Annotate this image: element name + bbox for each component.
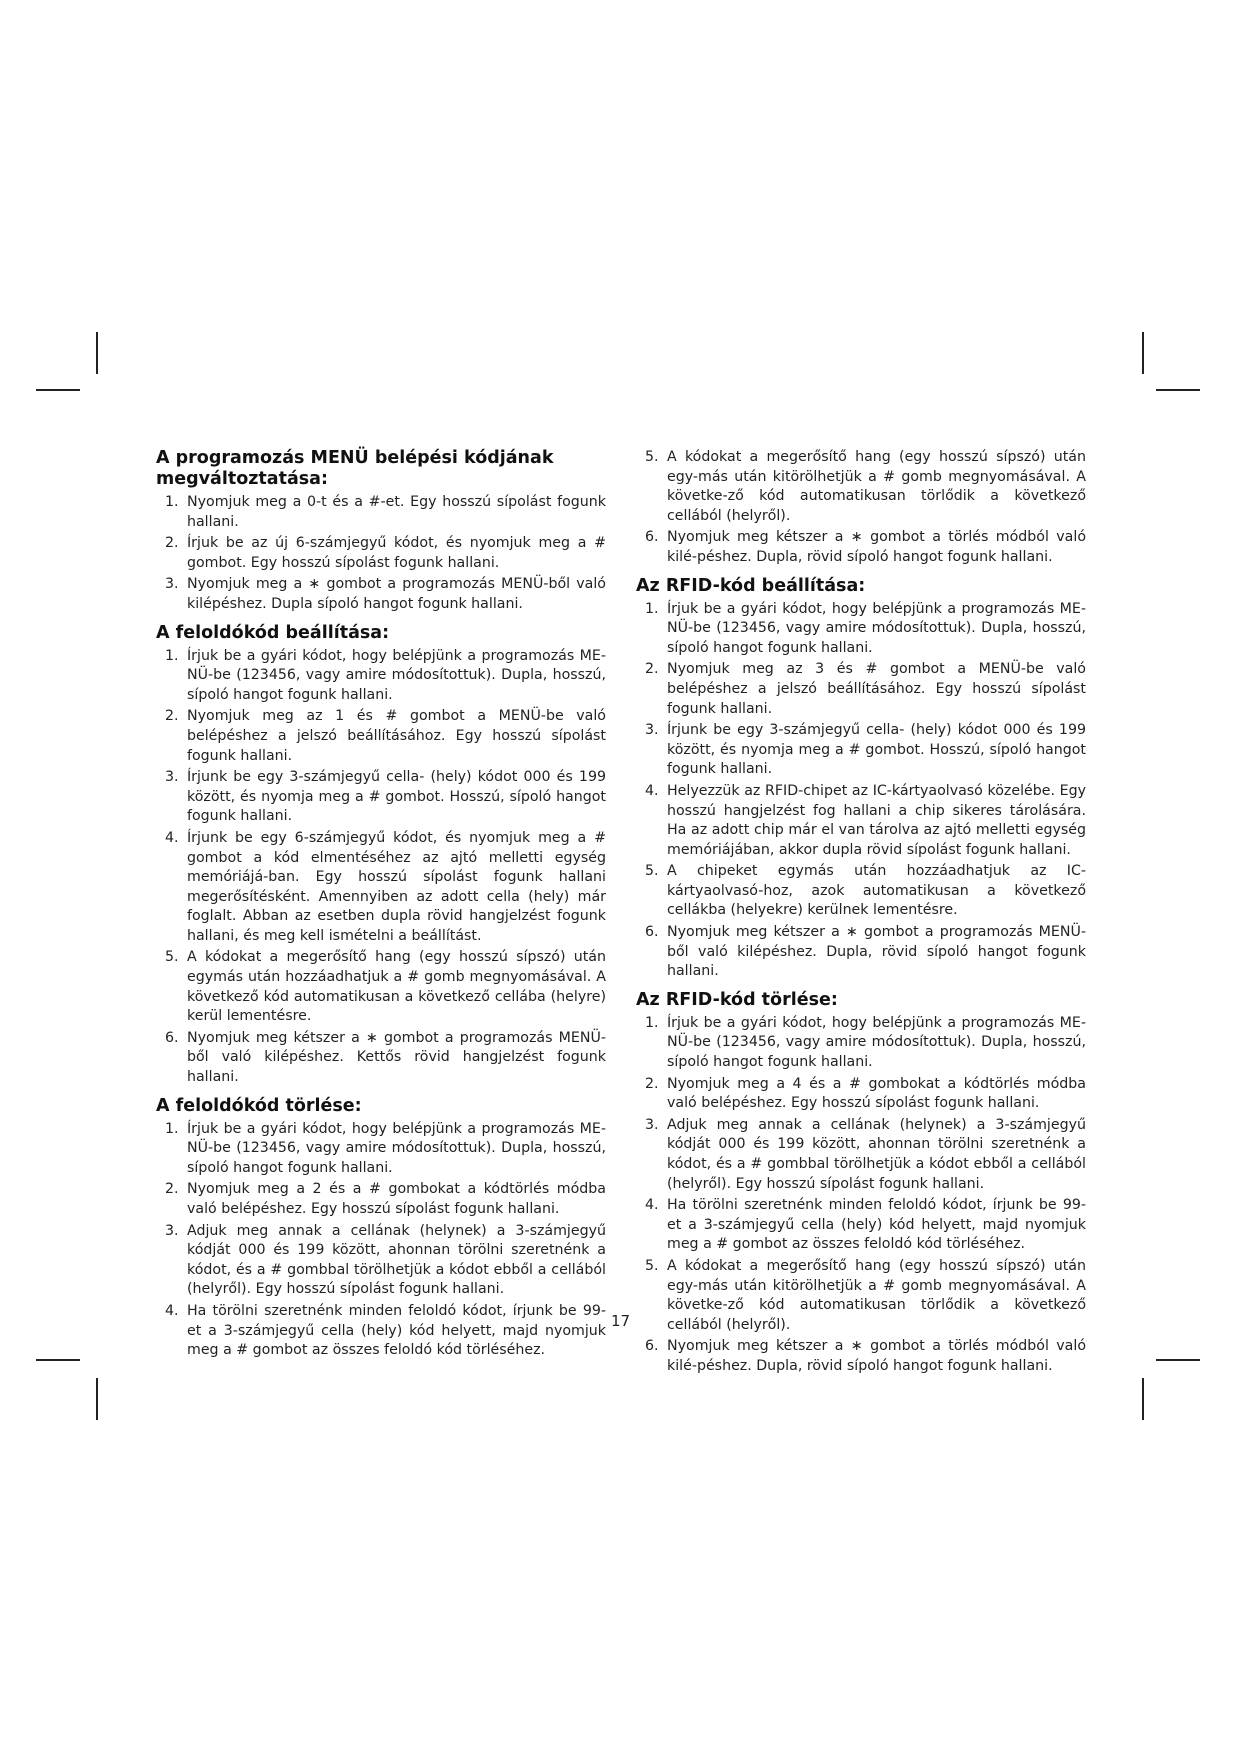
step-text: A kódokat a megerősítő hang (egy hosszú sípszó) után egymás után hozzáadhatjuk a # gomb megnyomásával. A következő kód automatikusan a következő cellába (helyre) kerül lementésre. <box>187 949 606 1025</box>
crop-mark-bottom-right-horizontal <box>1156 1359 1200 1361</box>
step-item <box>636 1075 1086 1114</box>
step-text: Nyomjuk meg a 0-t és a #-et. Egy hosszú sípolást fogunk hallani. <box>187 494 606 530</box>
step-number: 6. <box>645 924 659 941</box>
step-number: 1. <box>645 1014 659 1031</box>
crop-mark-top-right-horizontal <box>1156 389 1200 391</box>
step-text: Írjuk be a gyári kódot, hogy belépjünk a programozás ME-NÜ-be (123456, vagy amire módosítottuk). Dupla, hosszú, sípoló hangot fogunk hallani. <box>667 600 1086 656</box>
step-item <box>636 660 1086 719</box>
step-number: 5. <box>645 863 659 880</box>
step-number: 3. <box>165 576 179 593</box>
step-item <box>636 862 1086 921</box>
step-text: Nyomjuk meg a 4 és a # gombokat a kódtörlés módba való belépéshez. Egy hosszú sípolást fogunk hallani. <box>667 1075 1086 1112</box>
step-text: A kódokat a megerősítő hang (egy hosszú sípszó) után egy-más után kitörölhetjük a # gomb megnyomásával. A követke-ző kód automatikusan törlődik a következő cellából (helyről). <box>667 1257 1086 1333</box>
step-item <box>636 782 1086 860</box>
step-item <box>636 721 1086 780</box>
step-text: Írjunk be egy 3-számjegyű cella- (hely) kódot 000 és 199 között, és nyomja meg a # gombot. Hosszú, sípoló hangot fogunk hallani. <box>187 769 606 825</box>
step-item <box>636 448 1086 526</box>
step-list <box>156 647 606 1088</box>
step-text: Írjuk be a gyári kódot, hogy belépjünk a programozás ME-NÜ-be (123456, vagy amire módosítottuk). Dupla, hosszú, sípoló hangot fogunk hallani. <box>667 1014 1086 1071</box>
step-number: 4. <box>165 1302 179 1319</box>
step-number: 6. <box>165 1029 179 1046</box>
step-item <box>636 1116 1086 1194</box>
step-text: Nyomjuk meg a ∗ gombot a programozás MENÜ-ből való kilépéshez. Dupla sípoló hangot fogunk hallani. <box>187 576 606 612</box>
step-number: 3. <box>645 722 659 739</box>
right-column <box>636 448 1086 1385</box>
step-item <box>156 534 606 573</box>
step-text: Írjunk be egy 3-számjegyű cella- (hely) kódot 000 és 199 között, és nyomja meg a # gombot. Hosszú, sípoló hangot fogunk hallani. <box>667 722 1086 778</box>
step-number: 2. <box>165 708 179 725</box>
step-text: Ha törölni szeretnénk minden feloldó kódot, írjunk be 99-et a 3-számjegyű cella (hely) kód helyett, majd nyomjuk meg a # gombot az összes feloldó kód törléséhez. <box>667 1197 1086 1253</box>
step-text: Nyomjuk meg kétszer a ∗ gombot a programozás MENÜ-ből való kilépéshez. Kettős rövid hangjelzést fogunk hallani. <box>187 1029 606 1086</box>
step-number: 2. <box>645 1075 659 1092</box>
step-text: A kódokat a megerősítő hang (egy hosszú sípszó) után egy-más után kitörölhetjük a # gomb megnyomásával. A követke-ző kód automatikusan törlődik a következő cellából (helyről). <box>667 449 1086 524</box>
step-list <box>636 600 1086 982</box>
step-text: Adjuk meg annak a cellának (helynek) a 3-számjegyű kódját 000 és 199 között, ahonnan törölni szeretnénk a kódot, és a # gombbal törölhetjük a kódot ebből a cellából (helyről). Egy hosszú sípolást fogunk hallani. <box>187 1222 606 1298</box>
step-text: Nyomjuk meg az 3 és # gombot a MENÜ-be való belépéshez a jelszó beállításához. Egy hosszú sípolást fogunk hallani. <box>667 661 1086 717</box>
crop-mark-bottom-left-horizontal <box>36 1359 80 1361</box>
step-number: 5. <box>165 949 179 966</box>
step-text: Nyomjuk meg kétszer a ∗ gombot a törlés módból való kilé-péshez. Dupla, rövid sípoló hangot fogunk hallani. <box>667 529 1086 565</box>
step-text: Írjuk be az új 6-számjegyű kódot, és nyomjuk meg a # gombot. Egy hosszú sípolást fogunk hallani. <box>187 535 606 571</box>
step-number: 6. <box>645 529 659 546</box>
section-rfid-code-setup <box>636 576 1086 982</box>
step-text: A chipeket egymás után hozzáadhatjuk az IC-kártyaolvasó-hoz, azok automatikusan a következő cellákba (helyekre) kerülnek lementésre. <box>667 863 1086 919</box>
step-item <box>156 1029 606 1088</box>
step-text: Nyomjuk meg kétszer a ∗ gombot a törlés módból való kilé-péshez. Dupla, rövid sípoló hangot fogunk hallani. <box>667 1338 1086 1374</box>
step-number: 3. <box>645 1116 659 1133</box>
section-menu-code-change <box>156 448 606 615</box>
step-item <box>636 528 1086 567</box>
step-number: 5. <box>645 449 659 465</box>
step-number: 4. <box>165 829 179 846</box>
step-item <box>156 707 606 766</box>
step-number: 2. <box>645 661 659 678</box>
step-text: Ha törölni szeretnénk minden feloldó kódot, írjunk be 99-et a 3-számjegyű cella (hely) kód helyett, majd nyomjuk meg a # gombot az összes feloldó kód törléséhez. <box>187 1302 606 1359</box>
step-item <box>156 1120 606 1179</box>
step-item <box>156 647 606 706</box>
section-title: Az RFID-kód beállítása: <box>636 575 866 596</box>
step-number: 1. <box>165 1120 179 1137</box>
step-text: Nyomjuk meg a 2 és a # gombokat a kódtörlés módba való belépéshez. Egy hosszú sípolást fogunk hallani. <box>187 1181 606 1217</box>
step-text: Írjuk be a gyári kódot, hogy belépjünk a programozás ME-NÜ-be (123456, vagy amire módosítottuk). Dupla, hosszú, sípoló hangot fogunk hallani. <box>187 1120 606 1176</box>
step-text: Írjunk be egy 6-számjegyű kódot, és nyomjuk meg a # gombot a kód elmentéséhez az ajtó melletti egység memóriájá-ban. Egy hosszú sípolást fogunk hallani megerősítésként. Amennyiben az adott cella (hely) már foglalt. Abban az esetben dupla rövid hangjelzést fogunk hallani, és meg kell ismételni a beállítást. <box>187 829 606 944</box>
step-list <box>636 448 1086 568</box>
crop-mark-bottom-right-vertical <box>1142 1378 1144 1420</box>
step-item <box>156 768 606 827</box>
step-text: Nyomjuk meg kétszer a ∗ gombot a programozás MENÜ-ből való kilépéshez. Dupla, rövid sípoló hangot fogunk hallani. <box>667 924 1086 980</box>
step-item <box>156 948 606 1026</box>
step-number: 2. <box>165 535 179 552</box>
crop-mark-top-left-vertical <box>96 332 98 374</box>
step-number: 1. <box>165 647 179 664</box>
step-number: 4. <box>645 782 659 799</box>
left-column <box>156 448 606 1369</box>
crop-mark-bottom-left-vertical <box>96 1378 98 1420</box>
step-text: Helyezzük az RFID-chipet az IC-kártyaolvasó közelébe. Egy hosszú hangjelzést fog hallani a chip sikeres tárolására. Ha az adott chip már el van tárolva az ajtó melletti egység memóriájában, akkor dupla rövid sípolást fogunk hallani. <box>667 782 1086 858</box>
step-item <box>636 1337 1086 1376</box>
step-item <box>156 1222 606 1300</box>
step-number: 2. <box>165 1181 179 1198</box>
step-item <box>156 575 606 614</box>
step-item <box>636 923 1086 982</box>
step-number: 3. <box>165 769 179 786</box>
step-number: 6. <box>645 1338 659 1355</box>
step-item <box>636 1014 1086 1073</box>
section-title: A feloldókód beállítása: <box>156 622 390 643</box>
step-text: Írjuk be a gyári kódot, hogy belépjünk a programozás ME-NÜ-be (123456, vagy amire módosítottuk). Dupla, hosszú, sípoló hangot fogunk hallani. <box>187 647 606 703</box>
step-item <box>156 1302 606 1361</box>
step-number: 5. <box>645 1257 659 1274</box>
step-item <box>156 1180 606 1219</box>
step-text: Adjuk meg annak a cellának (helynek) a 3-számjegyű kódját 000 és 199 között, ahonnan törölni szeretnénk a kódot, és a # gombbal törölhetjük a kódot ebből a cellából (helyről). Egy hosszú sípolást fogunk hallani. <box>667 1116 1086 1192</box>
step-item <box>636 1196 1086 1255</box>
step-item <box>156 493 606 532</box>
step-number: 3. <box>165 1222 179 1239</box>
crop-mark-top-left-horizontal <box>36 389 80 391</box>
step-number: 1. <box>645 600 659 617</box>
section-unlock-code-delete-continued <box>636 448 1086 568</box>
section-unlock-code-setup <box>156 623 606 1088</box>
step-item <box>636 600 1086 659</box>
page-number: 17 <box>610 1312 631 1330</box>
section-title: Az RFID-kód törlése: <box>636 989 838 1010</box>
step-list <box>156 493 606 615</box>
section-title: A feloldókód törlése: <box>156 1095 362 1116</box>
section-title: A programozás MENÜ belépési kódjának megváltoztatása: <box>156 448 554 489</box>
step-text: Nyomjuk meg az 1 és # gombot a MENÜ-be való belépéshez a jelszó beállításához. Egy hosszú sípolást fogunk hallani. <box>187 708 606 764</box>
step-number: 4. <box>645 1197 659 1214</box>
step-item <box>156 829 606 947</box>
step-number: 1. <box>165 494 179 510</box>
crop-mark-top-right-vertical <box>1142 332 1144 374</box>
